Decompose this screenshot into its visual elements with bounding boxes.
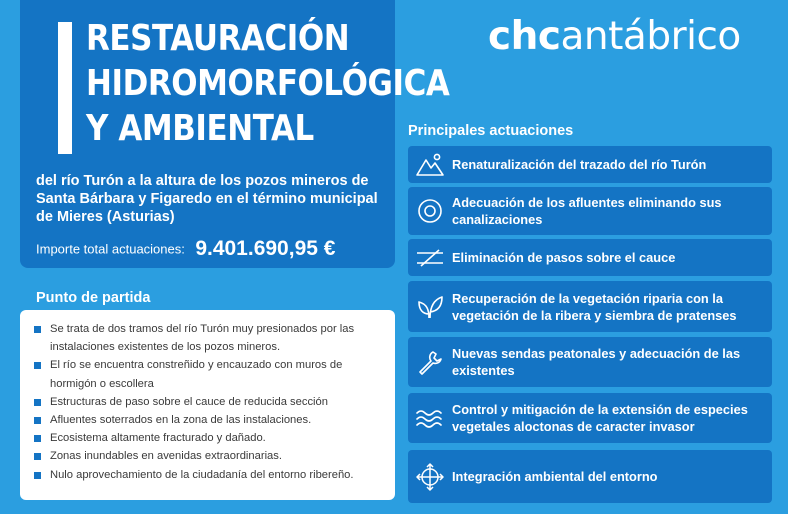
action-item xyxy=(408,450,772,503)
title-card xyxy=(20,0,450,268)
list-item: El río se encuentra constreñido y encauzado con muros de hormigón o escollera xyxy=(34,356,381,392)
title-accent-bar xyxy=(58,22,72,154)
action-label: Nuevas sendas peatonales y adecuación de las existentes xyxy=(452,346,741,378)
action-label: Recuperación de la vegetación riparia con la vegetación de la ribera y siembra de pratenses xyxy=(452,290,737,323)
list-item: Nulo aprovechamiento de la ciudadanía del entorno ribereño. xyxy=(34,466,381,484)
subtitle: del río Turón a la altura de los pozos mineros de Santa Bárbara y Figaredo en el término municipal de Mieres (Asturias) xyxy=(36,173,378,225)
mountain-icon xyxy=(408,152,452,178)
action-item xyxy=(408,187,772,235)
action-item xyxy=(408,337,772,387)
list-item: Afluentes soterrados en la zona de las instalaciones. xyxy=(34,411,381,429)
action-item xyxy=(408,239,772,276)
action-label: Control y mitigación de la extensión de especies vegetales aloctonas de caracter invasor xyxy=(452,402,748,434)
leaf-sprout-icon xyxy=(408,294,452,320)
start-heading: Punto de partida xyxy=(36,290,151,306)
action-item xyxy=(408,146,772,183)
wrench-icon xyxy=(408,349,452,375)
chc-logo: chcantábrico xyxy=(488,14,741,59)
move-arrows-icon xyxy=(408,463,452,491)
list-item: Zonas inundables en avenidas extraordinarias. xyxy=(34,447,381,465)
bridge-removed-icon xyxy=(408,247,452,269)
action-item xyxy=(408,393,772,443)
action-label: Renaturalización del trazado del río Turón xyxy=(452,157,707,172)
start-card xyxy=(20,310,395,500)
target-icon xyxy=(408,198,452,224)
start-list xyxy=(20,310,395,484)
waves-icon xyxy=(408,407,452,429)
action-item xyxy=(408,281,772,332)
amount-value: 9.401.690,95 € xyxy=(195,237,336,260)
list-item: Ecosistema altamente fracturado y dañado. xyxy=(34,429,381,447)
main-title: RESTAURACIÓN HIDROMORFOLÓGICA Y AMBIENTAL xyxy=(86,18,450,149)
list-item: Estructuras de paso sobre el cauce de reducida sección xyxy=(34,393,381,411)
action-label: Integración ambiental del entorno xyxy=(452,469,658,484)
list-item: Se trata de dos tramos del río Turón muy presionados por las instalaciones existentes de los pozos mineros. xyxy=(34,320,381,356)
total-amount xyxy=(36,237,335,261)
action-label: Eliminación de pasos sobre el cauce xyxy=(452,250,676,265)
actions-heading: Principales actuaciones xyxy=(408,123,574,139)
action-label: Adecuación de los afluentes eliminando sus canalizaciones xyxy=(452,195,722,227)
amount-label: Importe total actuaciones: xyxy=(36,241,185,257)
